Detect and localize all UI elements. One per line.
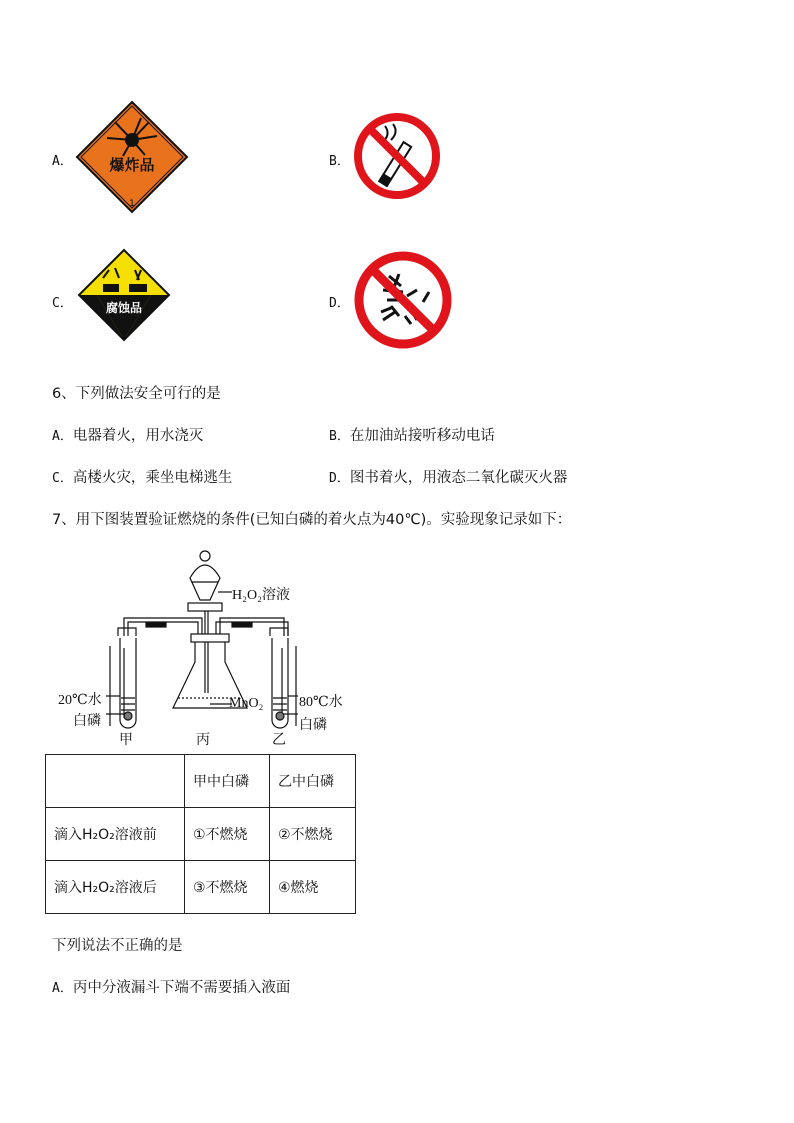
funnel-stopper: [200, 551, 210, 561]
option-a-letter: A．: [52, 154, 73, 169]
table-cell: ③不燃烧: [185, 861, 270, 914]
table-cell: ①不燃烧: [185, 808, 270, 861]
option-b-letter: B．: [329, 154, 350, 169]
white-phosphorus-yi: [276, 712, 284, 720]
table-header-cell: 甲中白磷: [185, 755, 270, 808]
option-d-letter: D．: [329, 296, 350, 311]
q7-stem: 7、用下图装置验证燃烧的条件(已知白磷的着火点为40℃)。实验现象记录如下：: [52, 512, 572, 528]
corrosive-sign-icon: [77, 248, 171, 342]
table-cell: ②不燃烧: [270, 808, 356, 861]
table-row: [46, 808, 356, 861]
funnel-stopcock: [188, 603, 222, 611]
explosive-class-number: 1: [129, 199, 135, 209]
no-fireworks-sign-icon: [353, 250, 453, 350]
explosive-label: 爆炸品: [109, 156, 155, 174]
q6-option-a: A．电器着火，用水浇灭: [52, 428, 204, 444]
table-cell: ④燃烧: [270, 861, 356, 914]
label-yi: 乙: [272, 733, 286, 748]
q6-stem: 6、下列做法安全可行的是: [52, 386, 221, 402]
table-header-cell: 乙中白磷: [270, 755, 356, 808]
mno2-label: MnO₂: [229, 696, 264, 711]
observation-table: [45, 754, 356, 914]
option-c-letter: C．: [52, 296, 73, 311]
label-jia: 甲: [119, 733, 133, 748]
table-row-label: 滴入H₂O₂溶液后: [46, 861, 185, 914]
h2o2-solution-label: H₂O₂溶液: [232, 588, 290, 603]
flask-stopper: [191, 634, 229, 642]
table-header-cell: [46, 755, 185, 808]
q6-option-c: C．高楼火灾，乘坐电梯逃生: [52, 470, 233, 486]
q7-option-a: A．丙中分液漏斗下端不需要插入液面: [52, 980, 291, 996]
q6-option-b: B．在加油站接听移动电话: [329, 428, 495, 444]
left-water-label: 20℃水: [58, 693, 102, 708]
table-row: [46, 861, 356, 914]
label-bing: 丙: [196, 733, 210, 748]
right-water-label: 80℃水: [299, 695, 343, 710]
explosive-sign-icon: [75, 100, 189, 214]
no-smoking-sign-icon: [353, 112, 441, 200]
left-phosphorus-label: 白磷: [73, 714, 101, 729]
table-row-label: 滴入H₂O₂溶液前: [46, 808, 185, 861]
white-phosphorus-jia: [124, 712, 132, 720]
q6-option-d: D．图书着火，用液态二氧化碳灭火器: [329, 470, 568, 486]
table-header-row: [46, 755, 356, 808]
q7-sub-stem: 下列说法不正确的是: [52, 938, 183, 954]
corrosive-label: 腐蚀品: [105, 301, 143, 315]
right-phosphorus-label: 白磷: [299, 718, 327, 733]
